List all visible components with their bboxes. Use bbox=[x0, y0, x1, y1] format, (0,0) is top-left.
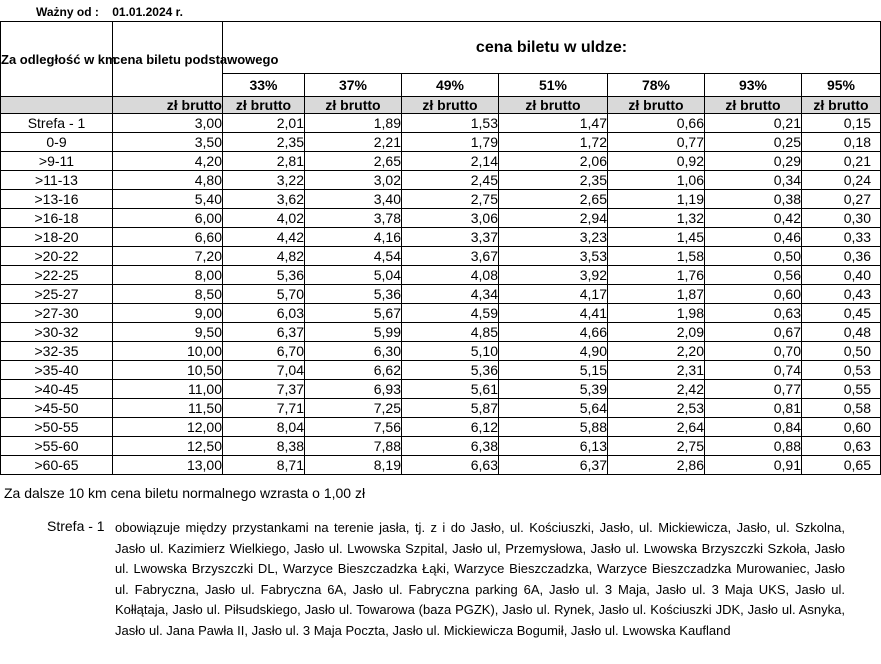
table-row bbox=[1, 323, 881, 342]
reduced-price-cell: 5,67 bbox=[305, 304, 402, 323]
distance-cell: >22-25 bbox=[1, 266, 113, 285]
distance-cell: >40-45 bbox=[1, 380, 113, 399]
header-discount: 95% bbox=[802, 74, 881, 97]
reduced-price-cell: 8,38 bbox=[223, 437, 305, 456]
reduced-price-cell: 4,85 bbox=[402, 323, 499, 342]
distance-cell: 0-9 bbox=[1, 133, 113, 152]
reduced-price-cell: 2,35 bbox=[499, 171, 608, 190]
reduced-price-cell: 7,25 bbox=[305, 399, 402, 418]
reduced-price-cell: 2,75 bbox=[402, 190, 499, 209]
base-price-cell: 5,40 bbox=[113, 190, 223, 209]
reduced-price-cell: 2,21 bbox=[305, 133, 402, 152]
distance-cell: >20-22 bbox=[1, 247, 113, 266]
reduced-price-cell: 2,64 bbox=[608, 418, 705, 437]
distance-cell: >25-27 bbox=[1, 285, 113, 304]
reduced-price-cell: 1,98 bbox=[608, 304, 705, 323]
reduced-price-cell: 4,34 bbox=[402, 285, 499, 304]
reduced-price-cell: 0,55 bbox=[802, 380, 881, 399]
header-unit: zł brutto bbox=[402, 97, 499, 114]
reduced-price-cell: 0,27 bbox=[802, 190, 881, 209]
table-row bbox=[1, 228, 881, 247]
header-discount: 33% bbox=[223, 74, 305, 97]
reduced-price-cell: 3,22 bbox=[223, 171, 305, 190]
reduced-price-cell: 1,53 bbox=[402, 114, 499, 133]
reduced-price-cell: 0,88 bbox=[705, 437, 802, 456]
reduced-price-cell: 0,18 bbox=[802, 133, 881, 152]
reduced-price-cell: 5,10 bbox=[402, 342, 499, 361]
valid-from-label: Ważny od : bbox=[36, 5, 99, 19]
reduced-price-cell: 5,61 bbox=[402, 380, 499, 399]
reduced-price-cell: 5,36 bbox=[305, 285, 402, 304]
table-row bbox=[1, 190, 881, 209]
reduced-price-cell: 2,09 bbox=[608, 323, 705, 342]
reduced-price-cell: 2,86 bbox=[608, 456, 705, 475]
distance-cell: >45-50 bbox=[1, 399, 113, 418]
reduced-price-cell: 3,53 bbox=[499, 247, 608, 266]
header-discount: 51% bbox=[499, 74, 608, 97]
base-price-cell: 3,00 bbox=[113, 114, 223, 133]
tariff-table bbox=[0, 21, 881, 475]
distance-cell: >55-60 bbox=[1, 437, 113, 456]
reduced-price-cell: 2,53 bbox=[608, 399, 705, 418]
distance-cell: >13-16 bbox=[1, 190, 113, 209]
reduced-price-cell: 1,47 bbox=[499, 114, 608, 133]
reduced-price-cell: 5,36 bbox=[402, 361, 499, 380]
reduced-price-cell: 5,99 bbox=[305, 323, 402, 342]
reduced-price-cell: 4,17 bbox=[499, 285, 608, 304]
reduced-price-cell: 0,77 bbox=[608, 133, 705, 152]
table-row bbox=[1, 418, 881, 437]
reduced-price-cell: 4,82 bbox=[223, 247, 305, 266]
header-unit: zł brutto bbox=[608, 97, 705, 114]
reduced-price-cell: 1,19 bbox=[608, 190, 705, 209]
base-price-cell: 4,80 bbox=[113, 171, 223, 190]
reduced-price-cell: 8,04 bbox=[223, 418, 305, 437]
reduced-price-cell: 2,01 bbox=[223, 114, 305, 133]
reduced-price-cell: 0,33 bbox=[802, 228, 881, 247]
reduced-price-cell: 0,34 bbox=[705, 171, 802, 190]
header-unit: zł brutto bbox=[499, 97, 608, 114]
reduced-price-cell: 5,04 bbox=[305, 266, 402, 285]
header-discount: 49% bbox=[402, 74, 499, 97]
valid-from-date: 01.01.2024 r. bbox=[112, 5, 183, 19]
header-unit-blank bbox=[1, 97, 113, 114]
distance-cell: >16-18 bbox=[1, 209, 113, 228]
reduced-price-cell: 1,45 bbox=[608, 228, 705, 247]
reduced-price-cell: 4,66 bbox=[499, 323, 608, 342]
distance-cell: >9-11 bbox=[1, 152, 113, 171]
base-price-cell: 6,60 bbox=[113, 228, 223, 247]
reduced-price-cell: 6,70 bbox=[223, 342, 305, 361]
reduced-price-cell: 0,70 bbox=[705, 342, 802, 361]
reduced-price-cell: 0,30 bbox=[802, 209, 881, 228]
reduced-price-cell: 3,02 bbox=[305, 171, 402, 190]
reduced-price-cell: 0,67 bbox=[705, 323, 802, 342]
distance-cell: >35-40 bbox=[1, 361, 113, 380]
header-discount: 37% bbox=[305, 74, 402, 97]
reduced-price-cell: 7,88 bbox=[305, 437, 402, 456]
table-row bbox=[1, 266, 881, 285]
reduced-price-cell: 6,37 bbox=[223, 323, 305, 342]
header-distance: Za odległość w km bbox=[1, 22, 113, 97]
header-discount: 93% bbox=[705, 74, 802, 97]
reduced-price-cell: 0,45 bbox=[802, 304, 881, 323]
reduced-price-cell: 0,36 bbox=[802, 247, 881, 266]
reduced-price-cell: 7,71 bbox=[223, 399, 305, 418]
table-row bbox=[1, 133, 881, 152]
reduced-price-cell: 5,36 bbox=[223, 266, 305, 285]
header-unit: zł brutto bbox=[305, 97, 402, 114]
reduced-price-cell: 0,92 bbox=[608, 152, 705, 171]
reduced-price-cell: 3,23 bbox=[499, 228, 608, 247]
reduced-price-cell: 1,58 bbox=[608, 247, 705, 266]
base-price-cell: 9,00 bbox=[113, 304, 223, 323]
reduced-price-cell: 4,54 bbox=[305, 247, 402, 266]
reduced-price-cell: 6,38 bbox=[402, 437, 499, 456]
reduced-price-cell: 2,06 bbox=[499, 152, 608, 171]
reduced-price-cell: 0,77 bbox=[705, 380, 802, 399]
reduced-price-cell: 0,56 bbox=[705, 266, 802, 285]
base-price-cell: 13,00 bbox=[113, 456, 223, 475]
reduced-price-cell: 6,37 bbox=[499, 456, 608, 475]
table-row bbox=[1, 247, 881, 266]
base-price-cell: 10,50 bbox=[113, 361, 223, 380]
base-price-cell: 11,50 bbox=[113, 399, 223, 418]
reduced-price-cell: 0,53 bbox=[802, 361, 881, 380]
reduced-price-cell: 1,32 bbox=[608, 209, 705, 228]
reduced-price-cell: 1,79 bbox=[402, 133, 499, 152]
reduced-price-cell: 0,25 bbox=[705, 133, 802, 152]
reduced-price-cell: 0,63 bbox=[802, 437, 881, 456]
reduced-price-cell: 6,13 bbox=[499, 437, 608, 456]
reduced-price-cell: 7,37 bbox=[223, 380, 305, 399]
reduced-price-cell: 2,14 bbox=[402, 152, 499, 171]
reduced-price-cell: 0,21 bbox=[802, 152, 881, 171]
reduced-price-cell: 0,29 bbox=[705, 152, 802, 171]
reduced-price-cell: 6,12 bbox=[402, 418, 499, 437]
reduced-price-cell: 4,16 bbox=[305, 228, 402, 247]
reduced-price-cell: 8,71 bbox=[223, 456, 305, 475]
reduced-price-cell: 3,67 bbox=[402, 247, 499, 266]
distance-cell: >27-30 bbox=[1, 304, 113, 323]
reduced-price-cell: 3,62 bbox=[223, 190, 305, 209]
reduced-price-cell: 0,50 bbox=[802, 342, 881, 361]
table-row bbox=[1, 209, 881, 228]
reduced-price-cell: 0,40 bbox=[802, 266, 881, 285]
reduced-price-cell: 1,06 bbox=[608, 171, 705, 190]
reduced-price-cell: 4,90 bbox=[499, 342, 608, 361]
header-reduced-price: cena biletu w uldze: bbox=[223, 22, 881, 74]
reduced-price-cell: 4,42 bbox=[223, 228, 305, 247]
reduced-price-cell: 0,65 bbox=[802, 456, 881, 475]
base-price-cell: 9,50 bbox=[113, 323, 223, 342]
reduced-price-cell: 0,74 bbox=[705, 361, 802, 380]
distance-cell: >18-20 bbox=[1, 228, 113, 247]
reduced-price-cell: 0,60 bbox=[705, 285, 802, 304]
reduced-price-cell: 0,84 bbox=[705, 418, 802, 437]
reduced-price-cell: 2,81 bbox=[223, 152, 305, 171]
base-price-cell: 10,00 bbox=[113, 342, 223, 361]
table-row bbox=[1, 437, 881, 456]
reduced-price-cell: 0,21 bbox=[705, 114, 802, 133]
reduced-price-cell: 2,35 bbox=[223, 133, 305, 152]
header-unit: zł brutto bbox=[705, 97, 802, 114]
reduced-price-cell: 0,66 bbox=[608, 114, 705, 133]
distance-cell: >30-32 bbox=[1, 323, 113, 342]
reduced-price-cell: 0,46 bbox=[705, 228, 802, 247]
extra-distance-note: Za dalsze 10 km cena biletu normalnego wzrasta o 1,00 zł bbox=[4, 485, 366, 501]
distance-cell: >50-55 bbox=[1, 418, 113, 437]
reduced-price-cell: 2,45 bbox=[402, 171, 499, 190]
reduced-price-cell: 7,56 bbox=[305, 418, 402, 437]
header-unit: zł brutto bbox=[223, 97, 305, 114]
reduced-price-cell: 2,65 bbox=[499, 190, 608, 209]
reduced-price-cell: 6,62 bbox=[305, 361, 402, 380]
distance-cell: >11-13 bbox=[1, 171, 113, 190]
reduced-price-cell: 0,60 bbox=[802, 418, 881, 437]
zone-label: Strefa - 1 bbox=[47, 518, 105, 534]
table-row bbox=[1, 114, 881, 133]
header-unit: zł brutto bbox=[113, 97, 223, 114]
distance-cell: Strefa - 1 bbox=[1, 114, 113, 133]
reduced-price-cell: 4,08 bbox=[402, 266, 499, 285]
reduced-price-cell: 5,87 bbox=[402, 399, 499, 418]
reduced-price-cell: 0,38 bbox=[705, 190, 802, 209]
reduced-price-cell: 0,50 bbox=[705, 247, 802, 266]
reduced-price-cell: 0,91 bbox=[705, 456, 802, 475]
reduced-price-cell: 6,30 bbox=[305, 342, 402, 361]
reduced-price-cell: 5,70 bbox=[223, 285, 305, 304]
reduced-price-cell: 0,43 bbox=[802, 285, 881, 304]
base-price-cell: 3,50 bbox=[113, 133, 223, 152]
reduced-price-cell: 0,63 bbox=[705, 304, 802, 323]
reduced-price-cell: 3,92 bbox=[499, 266, 608, 285]
reduced-price-cell: 3,40 bbox=[305, 190, 402, 209]
table-row bbox=[1, 285, 881, 304]
table-row bbox=[1, 361, 881, 380]
distance-cell: >32-35 bbox=[1, 342, 113, 361]
reduced-price-cell: 0,81 bbox=[705, 399, 802, 418]
reduced-price-cell: 4,59 bbox=[402, 304, 499, 323]
base-price-cell: 12,50 bbox=[113, 437, 223, 456]
reduced-price-cell: 5,64 bbox=[499, 399, 608, 418]
header-unit: zł brutto bbox=[802, 97, 881, 114]
table-row bbox=[1, 171, 881, 190]
table-row bbox=[1, 456, 881, 475]
reduced-price-cell: 0,58 bbox=[802, 399, 881, 418]
base-price-cell: 12,00 bbox=[113, 418, 223, 437]
reduced-price-cell: 1,89 bbox=[305, 114, 402, 133]
reduced-price-cell: 2,42 bbox=[608, 380, 705, 399]
table-row bbox=[1, 342, 881, 361]
reduced-price-cell: 5,39 bbox=[499, 380, 608, 399]
reduced-price-cell: 0,24 bbox=[802, 171, 881, 190]
table-row bbox=[1, 399, 881, 418]
reduced-price-cell: 2,31 bbox=[608, 361, 705, 380]
zone-description: obowiązuje między przystankami na terenie jasła, tj. z i do Jasło, ul. Kościuszki, Jasło, ul. Mickiewicza, Jasło, ul. Szkolna, Jasło ul. Kazimierz Wielkiego, Jasło ul. Lwowska Szpital, Jasło ul, Przemysłowa, Jasło ul. Lwowska Brzyszczki Szkoła, Jasło ul. Lwowska Brzyszczki DL, Warzyce Bieszczadzka Łąki, Warzyce Bieszczadzka, Warzyce Bieszczadzka Murowaniec, Jasło ul. Fabryczna, Jasło ul. Fabryczna 6A, Jasło ul. Fabryczna parking 6A, Jasło ul. 3 Maja, Jasło ul. 3 Maja UKS, Jasło ul. Kołłątaja, Jasło ul. Piłsudskiego, Jasło ul. Towarowa (baza PGZK), Jasło ul. Rynek, Jasło ul. Kościuszki JDK, Jasło ul. Asnyka, Jasło ul. Jana Pawła II, Jasło ul. 3 Maja Poczta, Jasło ul. Mickiewicza Bogumił, Jasło ul. Lwowska Kaufland bbox=[115, 520, 845, 638]
reduced-price-cell: 6,63 bbox=[402, 456, 499, 475]
reduced-price-cell: 0,48 bbox=[802, 323, 881, 342]
base-price-cell: 4,20 bbox=[113, 152, 223, 171]
base-price-cell: 11,00 bbox=[113, 380, 223, 399]
reduced-price-cell: 1,72 bbox=[499, 133, 608, 152]
reduced-price-cell: 2,65 bbox=[305, 152, 402, 171]
header-base-price: cena biletu podstawowego bbox=[113, 22, 223, 97]
reduced-price-cell: 2,94 bbox=[499, 209, 608, 228]
reduced-price-cell: 3,37 bbox=[402, 228, 499, 247]
table-row bbox=[1, 152, 881, 171]
reduced-price-cell: 4,41 bbox=[499, 304, 608, 323]
reduced-price-cell: 6,93 bbox=[305, 380, 402, 399]
reduced-price-cell: 5,88 bbox=[499, 418, 608, 437]
reduced-price-cell: 0,42 bbox=[705, 209, 802, 228]
valid-from bbox=[36, 5, 183, 19]
distance-cell: >60-65 bbox=[1, 456, 113, 475]
reduced-price-cell: 8,19 bbox=[305, 456, 402, 475]
reduced-price-cell: 7,04 bbox=[223, 361, 305, 380]
table-row bbox=[1, 304, 881, 323]
base-price-cell: 7,20 bbox=[113, 247, 223, 266]
reduced-price-cell: 5,15 bbox=[499, 361, 608, 380]
reduced-price-cell: 3,78 bbox=[305, 209, 402, 228]
reduced-price-cell: 1,87 bbox=[608, 285, 705, 304]
base-price-cell: 8,00 bbox=[113, 266, 223, 285]
header-discount: 78% bbox=[608, 74, 705, 97]
reduced-price-cell: 4,02 bbox=[223, 209, 305, 228]
reduced-price-cell: 1,76 bbox=[608, 266, 705, 285]
reduced-price-cell: 6,03 bbox=[223, 304, 305, 323]
base-price-cell: 6,00 bbox=[113, 209, 223, 228]
reduced-price-cell: 2,20 bbox=[608, 342, 705, 361]
tariff-body bbox=[1, 114, 881, 475]
base-price-cell: 8,50 bbox=[113, 285, 223, 304]
reduced-price-cell: 3,06 bbox=[402, 209, 499, 228]
reduced-price-cell: 0,15 bbox=[802, 114, 881, 133]
reduced-price-cell: 2,75 bbox=[608, 437, 705, 456]
table-row bbox=[1, 380, 881, 399]
